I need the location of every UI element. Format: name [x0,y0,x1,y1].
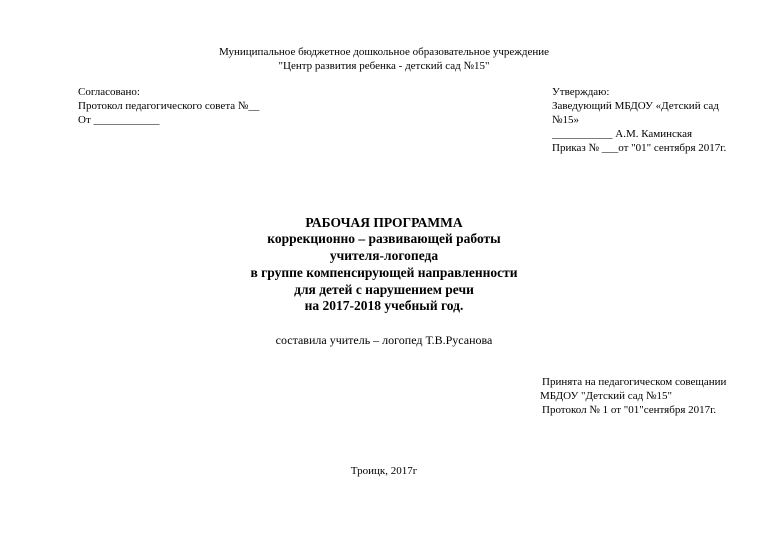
head-title-2: №15» [552,114,579,126]
agreed-date: От ____________ [78,114,160,126]
accepted-line-1: Принята на педагогическом совещании [542,376,727,388]
agreed-label: Согласовано: [78,86,140,98]
head-signature: ___________ А.М. Каминская [552,128,693,140]
accepted-line-3: Протокол № 1 от "01"сентября 2017г. [542,404,717,416]
title-line-6: на 2017-2018 учебный год. [304,298,464,313]
accepted-line-2: МБДОУ "Детский сад №15" [540,390,672,402]
institution-name-2: "Центр развития ребенка - детский сад №15" [278,60,490,72]
title-line-2: коррекционно – развивающей работы [267,231,501,246]
institution-name: Муниципальное бюджетное дошкольное образовательное учреждение [219,46,549,58]
title-line-4: в группе компенсирующей направленности [250,265,518,280]
title-line-1: РАБОЧАЯ ПРОГРАММА [305,215,463,230]
title-line-3: учителя-логопеда [329,248,439,263]
council-protocol: Протокол педагогического совета №__ [78,100,260,112]
title-line-5: для детей с нарушением речи [294,282,474,297]
approve-label: Утверждаю: [552,86,610,98]
city-year: Троицк, 2017г [350,465,418,477]
order-line: Приказ № ___от "01" сентября 2017г. [552,142,727,154]
compiled-by: составила учитель – логопед Т.В.Русанова [275,333,493,347]
head-title: Заведующий МБДОУ «Детский сад [552,100,719,112]
